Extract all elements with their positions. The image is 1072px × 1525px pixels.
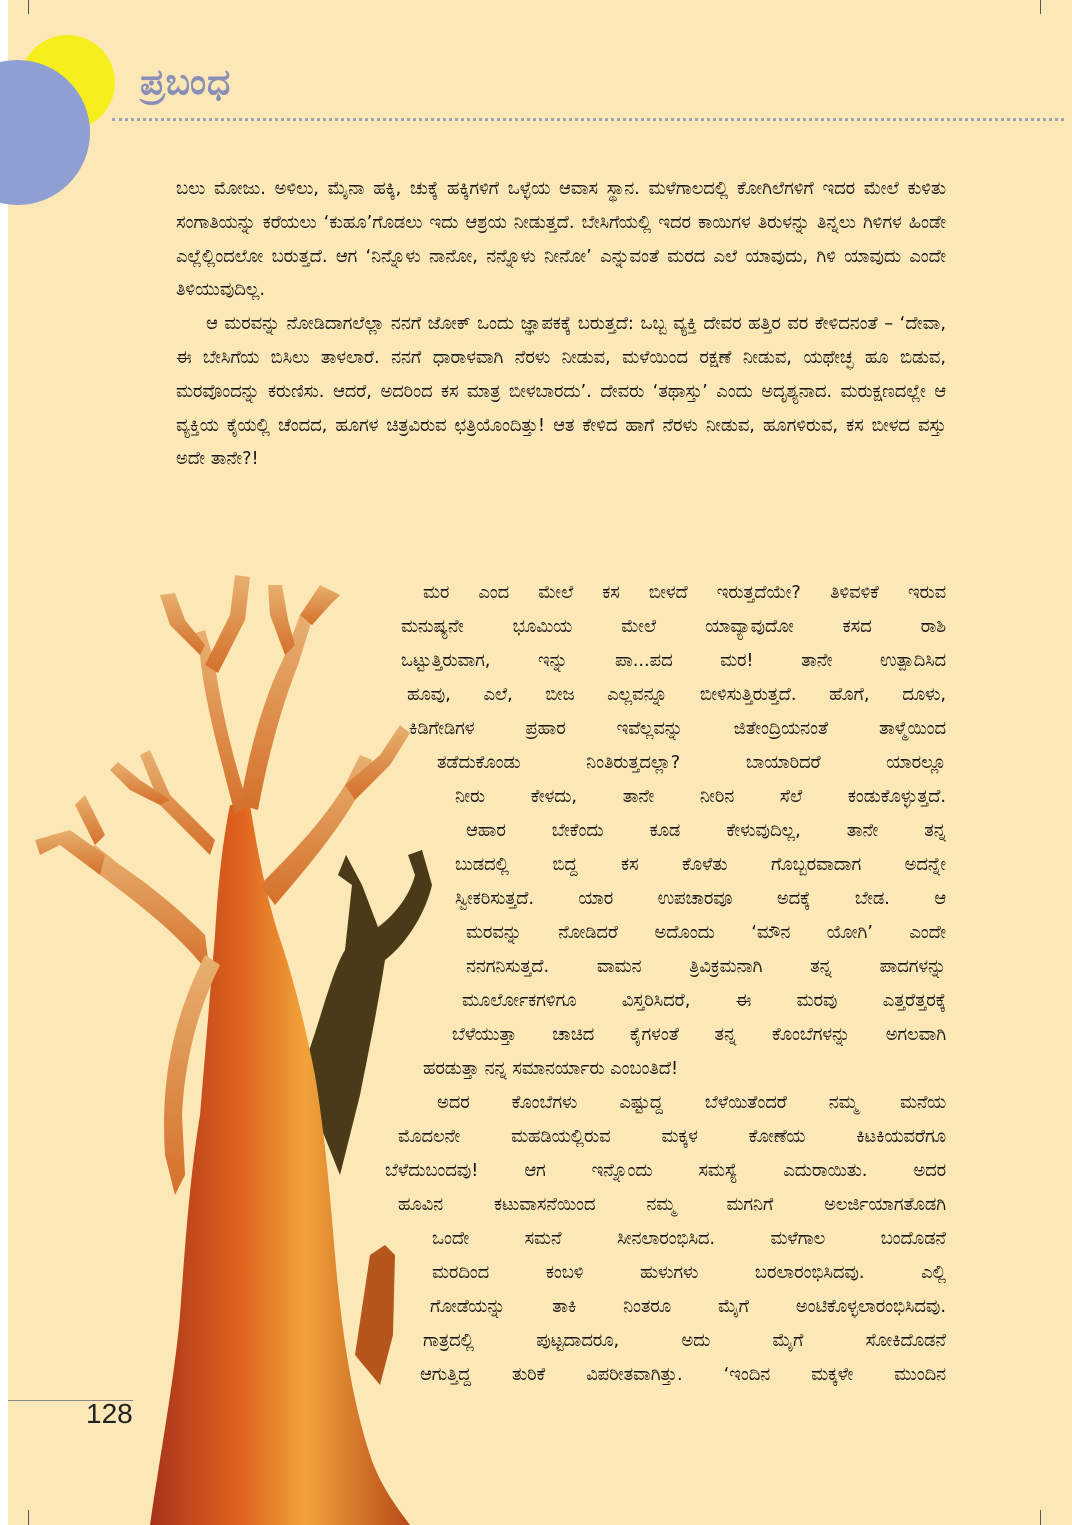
- text-line: ಅದರ ಕೊಂಬೆಗಳು ಎಷ್ಟುದ್ದ ಬೆಳೆಯಿತೆಂದರೆ ನಮ್ಮ ಮನೆಯ: [437, 1092, 946, 1113]
- page-number: 128: [86, 1398, 133, 1429]
- tree-branch: [205, 575, 250, 673]
- text-line: ಗಾತ್ರದಲ್ಲಿ ಪುಟ್ಟದಾದರೂ, ಅದು ಮೈಗೆ ಸೋಕಿದೊಡನೆ: [423, 1330, 946, 1351]
- text-line: ಮರವನ್ನು ನೋಡಿದರೆ ಅದೊಂದು ‘ಮೌನ ಯೋಗಿ’ ಎಂದೇ: [466, 922, 946, 943]
- tree-branch: [268, 585, 295, 655]
- text-line: ಆಹಾರ ಬೇಕೆಂದು ಕೂಡ ಕೇಳುವುದಿಲ್ಲ, ತಾನೇ ತನ್ನ: [466, 820, 946, 841]
- text-line: ನನಗನಿಸುತ್ತದೆ. ವಾಮನ ತ್ರಿವಿಕ್ರಮನಾಗಿ ತನ್ನ ಪಾದಗಳನ್ನು: [466, 956, 946, 977]
- text-line: ಮನುಷ್ಯನೇ ಭೂಮಿಯ ಮೇಲೆ ಯಾವ್ಯಾವುದೋ ಕಸದ ರಾಶಿ: [401, 616, 946, 637]
- text-line: ಬುಡದಲ್ಲಿ ಬಿದ್ದ ಕಸ ಕೊಳೆತು ಗೊಬ್ಬರವಾದಾಗ ಅದನ್ನೇ: [455, 854, 946, 875]
- text-line: ನೀರು ಕೇಳದು, ತಾನೇ ನೀರಿನ ಸೆಲೆ ಕಂಡುಕೊಳ್ಳುತ್ತದೆ.: [455, 786, 946, 807]
- text-line: ಹೂವಿನ ಕಟುವಾಸನೆಯಿಂದ ನಮ್ಮ ಮಗನಿಗೆ ಅಲರ್ಜಿಯಾಗತೊಡಗಿ: [398, 1194, 946, 1215]
- tree-branch: [345, 725, 410, 800]
- text-line: ಬೆಳೆಯುತ್ತಾ ಚಾಚಿದ ಕೈಗಳಂತೆ ತನ್ನ ಕೊಂಬೆಗಳನ್ನು ಅಗಲವಾಗಿ: [452, 1024, 946, 1045]
- text-line: ಮರದಿಂದ ಕಂಬಳಿ ಹುಳುಗಳು ಬರಲಾರಂಭಿಸಿದವು. ಎಲ್ಲಿ: [432, 1262, 946, 1283]
- text-line: ಒಂದೇ ಸಮನೆ ಸೀನಲಾರಂಭಿಸಿದ. ಮಳೆಗಾಲ ಬಂದೊಡನೆ: [432, 1228, 946, 1249]
- text-line: ಗೋಡೆಯನ್ನು ತಾಕಿ ನಿಂತರೂ ಮೈಗೆ ಅಂಟಿಕೊಳ್ಳಲಾರಂಭಿಸಿದವು.: [430, 1296, 946, 1317]
- tree-branch: [240, 615, 312, 810]
- tree-branch: [300, 585, 340, 625]
- top-text-block: [176, 172, 946, 476]
- text-line: ಮೊದಲನೇ ಮಹಡಿಯಲ್ಲಿರುವ ಮಕ್ಕಳ ಕೋಣೆಯ ಕಿಟಕಿಯವರೆಗೂ: [398, 1126, 946, 1147]
- crop-mark: [1040, 1510, 1041, 1525]
- text-line: ಬೆಳೆದುಬಂದವು! ಆಗ ಇನ್ನೊಂದು ಸಮಸ್ಯೆ ಎದುರಾಯಿತು. ಅದರ: [385, 1160, 946, 1181]
- crop-mark: [28, 0, 29, 14]
- text-line: ಆಗುತ್ತಿದ್ದ ತುರಿಕೆ ವಿಪರೀತವಾಗಿತ್ತು. ‘ಇಂದಿನ ಮಕ್ಕಳೇ ಮುಂದಿನ: [420, 1364, 946, 1385]
- dotted-divider: [112, 118, 1064, 121]
- text-line: ಕಿಡಿಗೇಡಿಗಳ ಪ್ರಹಾರ ಇವೆಲ್ಲವನ್ನು ಜಿತೇಂದ್ರಿಯನಂತೆ ತಾಳ್ಮೆಯಿಂದ: [409, 718, 946, 739]
- stump-branch: [355, 1245, 395, 1385]
- paragraph: ಆ ಮರವನ್ನು ನೋಡಿದಾಗಲೆಲ್ಲಾ ನನಗೆ ಜೋಕ್ ಒಂದು ಜ್ಞಾಪಕಕ್ಕೆ ಬರುತ್ತದೆ: ಒಬ್ಬ ವ್ಯಕ್ತಿ ದೇವರ ಹತ್ತಿರ ವರ ಕೇಳಿದನಂತೆ – ‘ದೇವಾ, ಈ ಬೇಸಿಗೆಯ ಬಿಸಿಲು ತಾಳಲಾರೆ. ನನಗೆ ಧಾರಾಳವಾಗಿ ನೆರಳು ನೀಡುವ, ಮಳೆಯಿಂದ ರಕ್ಷಣೆ ನೀಡುವ, ಯಥೇಚ್ಛ ಹೂ ಬಿಡುವ, ಮರವೊಂದನ್ನು ಕರುಣಿಸು. ಆದರೆ, ಅದರಿಂದ ಕಸ ಮಾತ್ರ ಬೀಳಬಾರದು’. ದೇವರು ‘ತಥಾಸ್ತು’ ಎಂದು ಅದೃಶ್ಯನಾದ. ಮರುಕ್ಷಣದಲ್ಲೇ ಆ ವ್ಯಕ್ತಿಯ ಕೈಯಲ್ಲಿ ಚೆಂದದ, ಹೂಗಳ ಚಿತ್ರವಿರುವ ಛತ್ರಿಯೊಂದಿತ್ತು! ಆತ ಕೇಳಿದ ಹಾಗೆ ನೆರಳು ನೀಡುವ, ಹೂಗಳಿರುವ, ಕಸ ಬೀಳದ ವಸ್ತು ಅದೇ ತಾನೇ?!: [176, 313, 946, 470]
- text-line: ಮರ ಎಂದ ಮೇಲೆ ಕಸ ಬೀಳದೆ ಇರುತ್ತದೆಯೇ? ತಿಳಿವಳಿಕೆ ಇರುವ: [423, 582, 946, 603]
- section-title: ಪ್ರಬಂಧ: [140, 62, 232, 103]
- crop-mark: [1040, 0, 1041, 14]
- tree-branch: [140, 750, 215, 855]
- tree-branch: [160, 593, 205, 655]
- text-line: ಹೂವು, ಎಲೆ, ಬೀಜ ಎಲ್ಲವನ್ನೂ ಬೀಳಿಸುತ್ತಿರುತ್ತದೆ. ಹೊಗೆ, ದೂಳು,: [407, 684, 946, 705]
- text-line: ಸ್ವೀಕರಿಸುತ್ತದೆ. ಯಾರ ಉಪಚಾರವೂ ಅದಕ್ಕೆ ಬೇಡ. ಆ: [455, 888, 946, 909]
- text-line: ತಡೆದುಕೊಂಡು ನಿಂತಿರುತ್ತದಲ್ಲಾ? ಬಾಯಾರಿದರೆ ಯಾರಲ್ಲೂ: [437, 752, 946, 773]
- text-line: ಹರಡುತ್ತಾ ನನ್ನ ಸಮಾನರ್ಯಾರು ಎಂಬಂತಿದೆ!: [423, 1058, 679, 1079]
- text-line: ಒಟ್ಟುತ್ತಿರುವಾಗ, ಇನ್ನು ಪಾ...ಪದ ಮರ! ತಾನೇ ಉತ್ಪಾದಿಸಿದ: [401, 650, 946, 671]
- text-line: ಮೂರ್ಲೋಕಗಳಿಗೂ ವಿಸ್ತರಿಸಿದರೆ, ಈ ಮರವು ಎತ್ತರೆತ್ತರಕ್ಕೆ: [462, 990, 946, 1011]
- paragraph: ಬಲು ಮೋಜು. ಅಳಿಲು, ಮೈನಾ ಹಕ್ಕಿ, ಚುಕ್ಕೆ ಹಕ್ಕಿಗಳಿಗೆ ಒಳ್ಳೆಯ ಆವಾಸ ಸ್ಥಾನ. ಮಳೆಗಾಲದಲ್ಲಿ ಕೋಗಿಲೆಗಳಿಗೆ ಇದರ ಮೇಲೆ ಕುಳಿತು ಸಂಗಾತಿಯನ್ನು ಕರೆಯಲು ‘ಕುಹೂ’ಗೊಡಲು ಇದು ಆಶ್ರಯ ನೀಡುತ್ತದೆ. ಬೇಸಿಗೆಯಲ್ಲಿ ಇದರ ಕಾಯಿಗಳ ತಿರುಳನ್ನು ತಿನ್ನಲು ಗಿಳಿಗಳ ಹಿಂಡೇ ಎಲ್ಲೆಲ್ಲಿಂದಲೋ ಬರುತ್ತದೆ. ಆಗ ‘ನಿನ್ನೊಳು ನಾನೋ, ನನ್ನೊಳು ನೀನೋ’ ಎನ್ನುವಂತೆ ಮರದ ಎಲೆ ಯಾವುದು, ಗಿಳಿ ಯಾವುದು ಎಂದೇ ತಿಳಿಯುವುದಿಲ್ಲ.: [176, 178, 946, 301]
